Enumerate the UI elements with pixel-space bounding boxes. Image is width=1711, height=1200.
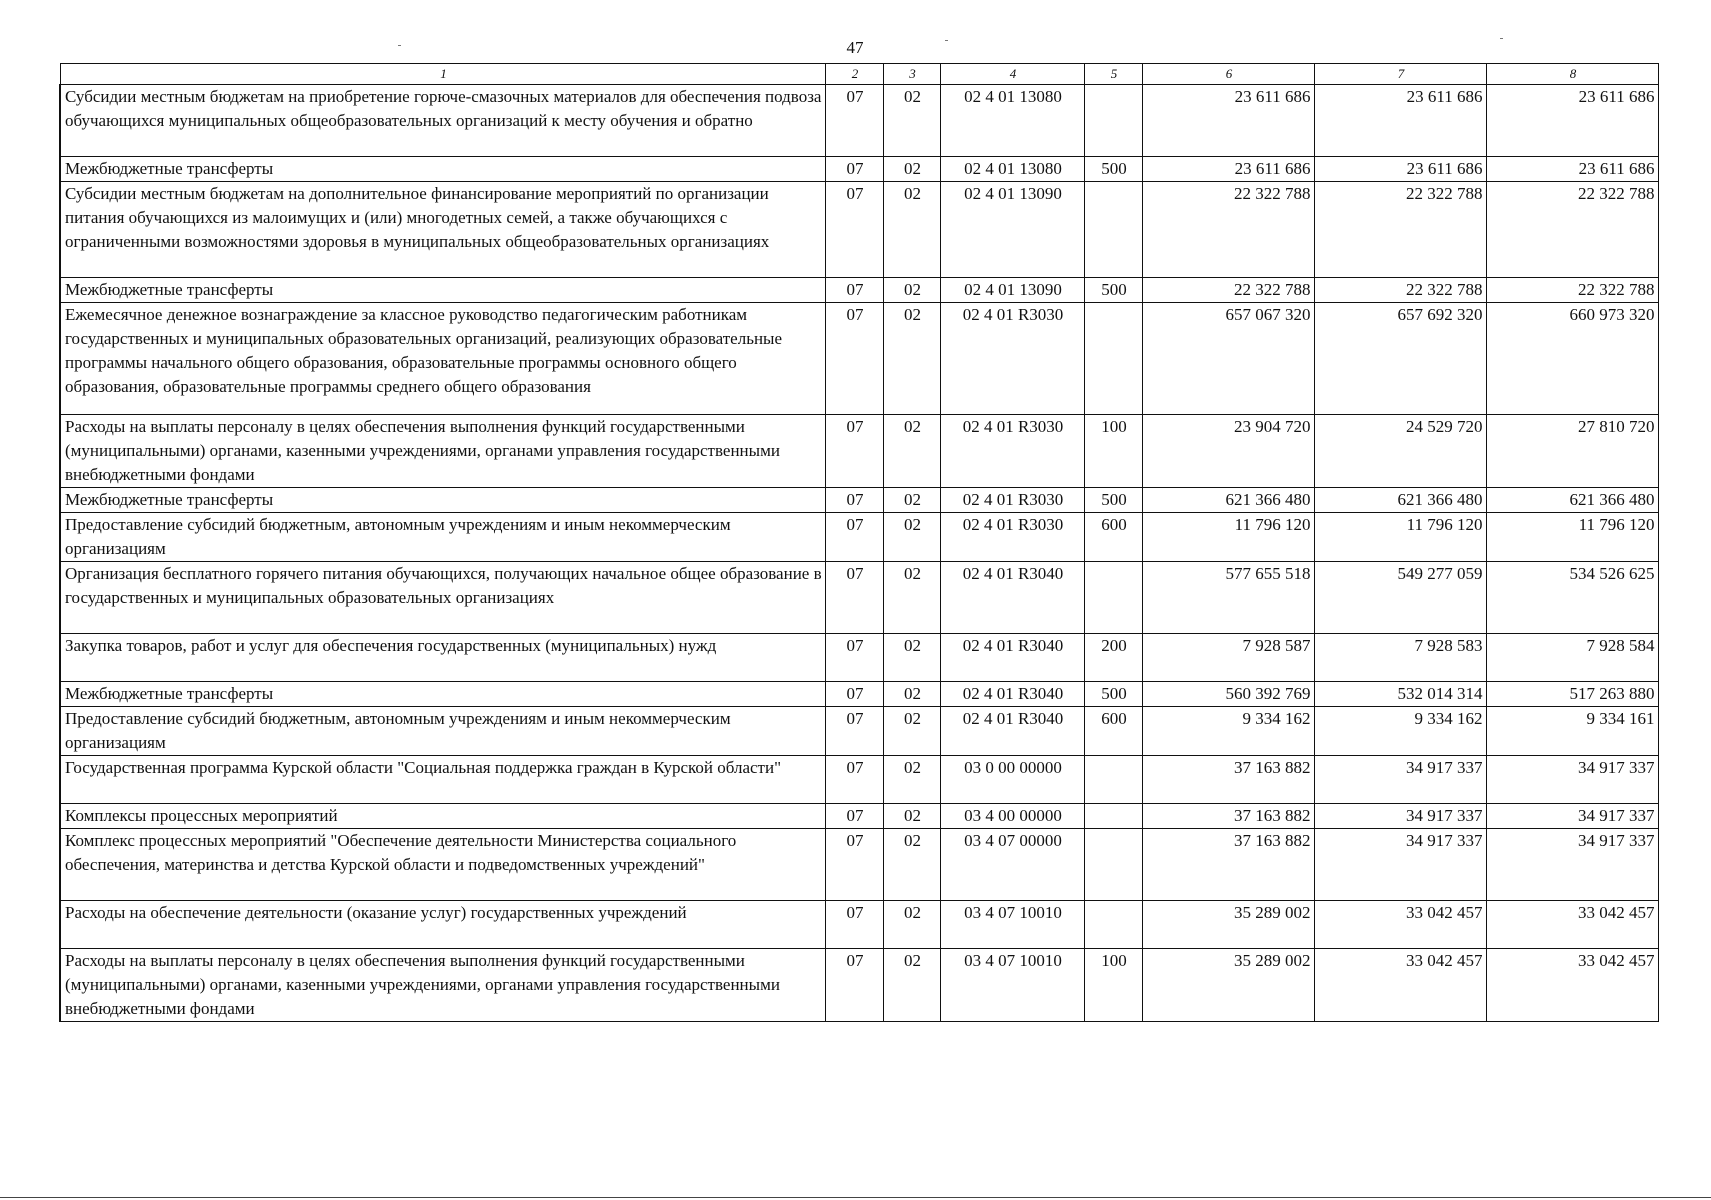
year3-amount-cell: 9 334 161 (1486, 707, 1658, 756)
section-code-cell: 07 (825, 182, 883, 278)
expense-type-cell (1084, 756, 1142, 804)
budget-table (59, 63, 1659, 1022)
item-name-cell: Субсидии местным бюджетам на приобретение горюче-смазочных материалов для обеспечения подвоза обучающихся муниципальных общеобразовательных организаций к месту обучения и обратно (60, 85, 825, 157)
subsection-code-cell: 02 (883, 278, 940, 303)
target-article-cell: 02 4 01 R3040 (940, 682, 1084, 707)
year1-amount-cell: 22 322 788 (1142, 278, 1314, 303)
expense-type-cell: 200 (1084, 634, 1142, 682)
table-row (60, 682, 1658, 707)
year2-amount-cell: 11 796 120 (1314, 513, 1486, 562)
table-row (60, 707, 1658, 756)
year3-amount-cell: 34 917 337 (1486, 756, 1658, 804)
year3-amount-cell: 22 322 788 (1486, 278, 1658, 303)
column-header: 1 (60, 64, 825, 85)
year1-amount-cell: 577 655 518 (1142, 562, 1314, 634)
expense-type-cell: 500 (1084, 157, 1142, 182)
subsection-code-cell: 02 (883, 949, 940, 1022)
subsection-code-cell: 02 (883, 182, 940, 278)
table-row (60, 513, 1658, 562)
item-name-cell: Ежемесячное денежное вознаграждение за классное руководство педагогическим работникам государственных и муниципальных образовательных организаций, реализующих образовательные программы начального общего образования, образовательные программы основного общего образования, образовательные программы среднего общего образования (60, 303, 825, 415)
target-article-cell: 02 4 01 13090 (940, 278, 1084, 303)
subsection-code-cell: 02 (883, 303, 940, 415)
subsection-code-cell: 02 (883, 829, 940, 901)
section-code-cell: 07 (825, 488, 883, 513)
scan-speck (945, 40, 948, 41)
item-name-cell: Организация бесплатного горячего питания обучающихся, получающих начальное общее образование в государственных и муниципальных образовательных организациях (60, 562, 825, 634)
expense-type-cell (1084, 804, 1142, 829)
expense-type-cell: 500 (1084, 682, 1142, 707)
year2-amount-cell: 532 014 314 (1314, 682, 1486, 707)
year3-amount-cell: 534 526 625 (1486, 562, 1658, 634)
year3-amount-cell: 11 796 120 (1486, 513, 1658, 562)
year3-amount-cell: 33 042 457 (1486, 901, 1658, 949)
section-code-cell: 07 (825, 829, 883, 901)
target-article-cell: 02 4 01 13080 (940, 157, 1084, 182)
subsection-code-cell: 02 (883, 634, 940, 682)
section-code-cell: 07 (825, 303, 883, 415)
item-name-cell: Комплекс процессных мероприятий "Обеспечение деятельности Министерства социального обеспечения, материнства и детства Курской области и подведомственных учреждений" (60, 829, 825, 901)
section-code-cell: 07 (825, 682, 883, 707)
item-name-cell: Межбюджетные трансферты (60, 488, 825, 513)
table-row (60, 182, 1658, 278)
subsection-code-cell: 02 (883, 682, 940, 707)
year1-amount-cell: 37 163 882 (1142, 829, 1314, 901)
column-header: 4 (940, 64, 1084, 85)
item-name-cell: Межбюджетные трансферты (60, 278, 825, 303)
year1-amount-cell: 22 322 788 (1142, 182, 1314, 278)
table-row (60, 85, 1658, 157)
target-article-cell: 03 4 07 00000 (940, 829, 1084, 901)
year2-amount-cell: 22 322 788 (1314, 182, 1486, 278)
table-row (60, 829, 1658, 901)
year2-amount-cell: 23 611 686 (1314, 157, 1486, 182)
year1-amount-cell: 35 289 002 (1142, 949, 1314, 1022)
section-code-cell: 07 (825, 157, 883, 182)
target-article-cell: 03 4 07 10010 (940, 949, 1084, 1022)
year1-amount-cell: 23 611 686 (1142, 157, 1314, 182)
item-name-cell: Государственная программа Курской области "Социальная поддержка граждан в Курской области" (60, 756, 825, 804)
year3-amount-cell: 7 928 584 (1486, 634, 1658, 682)
target-article-cell: 02 4 01 R3030 (940, 415, 1084, 488)
year2-amount-cell: 621 366 480 (1314, 488, 1486, 513)
year3-amount-cell: 660 973 320 (1486, 303, 1658, 415)
column-header: 2 (825, 64, 883, 85)
table-body (60, 64, 1658, 1022)
scan-edge-line (0, 1197, 1711, 1198)
column-header: 8 (1486, 64, 1658, 85)
table-row (60, 415, 1658, 488)
target-article-cell: 02 4 01 R3030 (940, 303, 1084, 415)
table-row (60, 303, 1658, 415)
section-code-cell: 07 (825, 804, 883, 829)
target-article-cell: 03 4 00 00000 (940, 804, 1084, 829)
year2-amount-cell: 7 928 583 (1314, 634, 1486, 682)
subsection-code-cell: 02 (883, 707, 940, 756)
target-article-cell: 02 4 01 13090 (940, 182, 1084, 278)
scan-speck (1500, 38, 1503, 39)
year3-amount-cell: 33 042 457 (1486, 949, 1658, 1022)
year1-amount-cell: 23 904 720 (1142, 415, 1314, 488)
item-name-cell: Закупка товаров, работ и услуг для обеспечения государственных (муниципальных) нужд (60, 634, 825, 682)
subsection-code-cell: 02 (883, 513, 940, 562)
expense-type-cell (1084, 182, 1142, 278)
section-code-cell: 07 (825, 707, 883, 756)
year2-amount-cell: 24 529 720 (1314, 415, 1486, 488)
column-header: 7 (1314, 64, 1486, 85)
subsection-code-cell: 02 (883, 804, 940, 829)
column-header: 3 (883, 64, 940, 85)
subsection-code-cell: 02 (883, 415, 940, 488)
expense-type-cell (1084, 829, 1142, 901)
year2-amount-cell: 549 277 059 (1314, 562, 1486, 634)
year3-amount-cell: 23 611 686 (1486, 85, 1658, 157)
item-name-cell: Предоставление субсидий бюджетным, автономным учреждениям и иным некоммерческим организациям (60, 513, 825, 562)
year1-amount-cell: 560 392 769 (1142, 682, 1314, 707)
target-article-cell: 03 0 00 00000 (940, 756, 1084, 804)
target-article-cell: 02 4 01 R3040 (940, 634, 1084, 682)
year3-amount-cell: 34 917 337 (1486, 804, 1658, 829)
subsection-code-cell: 02 (883, 901, 940, 949)
item-name-cell: Межбюджетные трансферты (60, 682, 825, 707)
table-row (60, 804, 1658, 829)
item-name-cell: Расходы на выплаты персоналу в целях обеспечения выполнения функций государственными (муниципальными) органами, казенными учреждениями, органами управления государственными внебюджетными фондами (60, 949, 825, 1022)
year3-amount-cell: 517 263 880 (1486, 682, 1658, 707)
year2-amount-cell: 23 611 686 (1314, 85, 1486, 157)
subsection-code-cell: 02 (883, 85, 940, 157)
expense-type-cell: 600 (1084, 707, 1142, 756)
section-code-cell: 07 (825, 513, 883, 562)
table-row (60, 901, 1658, 949)
expense-type-cell (1084, 901, 1142, 949)
year1-amount-cell: 9 334 162 (1142, 707, 1314, 756)
year2-amount-cell: 34 917 337 (1314, 756, 1486, 804)
year1-amount-cell: 23 611 686 (1142, 85, 1314, 157)
year1-amount-cell: 37 163 882 (1142, 804, 1314, 829)
table-header-row (60, 64, 1658, 85)
year2-amount-cell: 9 334 162 (1314, 707, 1486, 756)
expense-type-cell: 100 (1084, 415, 1142, 488)
target-article-cell: 03 4 07 10010 (940, 901, 1084, 949)
year2-amount-cell: 33 042 457 (1314, 901, 1486, 949)
year3-amount-cell: 23 611 686 (1486, 157, 1658, 182)
year2-amount-cell: 657 692 320 (1314, 303, 1486, 415)
table-row (60, 562, 1658, 634)
table-row (60, 756, 1658, 804)
item-name-cell: Предоставление субсидий бюджетным, автономным учреждениям и иным некоммерческим организациям (60, 707, 825, 756)
year3-amount-cell: 22 322 788 (1486, 182, 1658, 278)
column-header: 6 (1142, 64, 1314, 85)
year3-amount-cell: 621 366 480 (1486, 488, 1658, 513)
year2-amount-cell: 34 917 337 (1314, 804, 1486, 829)
item-name-cell: Субсидии местным бюджетам на дополнительное финансирование мероприятий по организации питания обучающихся из малоимущих и (или) многодетных семей, а также обучающихся с ограниченными возможностями здоровья в муниципальных общеобразовательных организациях (60, 182, 825, 278)
table-row (60, 634, 1658, 682)
year1-amount-cell: 7 928 587 (1142, 634, 1314, 682)
page-number: 47 (846, 38, 864, 57)
year1-amount-cell: 621 366 480 (1142, 488, 1314, 513)
section-code-cell: 07 (825, 949, 883, 1022)
target-article-cell: 02 4 01 R3040 (940, 707, 1084, 756)
subsection-code-cell: 02 (883, 562, 940, 634)
item-name-cell: Межбюджетные трансферты (60, 157, 825, 182)
table-row (60, 157, 1658, 182)
subsection-code-cell: 02 (883, 488, 940, 513)
target-article-cell: 02 4 01 R3040 (940, 562, 1084, 634)
section-code-cell: 07 (825, 756, 883, 804)
table-row (60, 949, 1658, 1022)
target-article-cell: 02 4 01 13080 (940, 85, 1084, 157)
expense-type-cell: 100 (1084, 949, 1142, 1022)
subsection-code-cell: 02 (883, 157, 940, 182)
table-row (60, 278, 1658, 303)
year2-amount-cell: 22 322 788 (1314, 278, 1486, 303)
year1-amount-cell: 37 163 882 (1142, 756, 1314, 804)
expense-type-cell (1084, 303, 1142, 415)
section-code-cell: 07 (825, 634, 883, 682)
scan-speck (398, 45, 401, 46)
year2-amount-cell: 34 917 337 (1314, 829, 1486, 901)
target-article-cell: 02 4 01 R3030 (940, 488, 1084, 513)
year1-amount-cell: 657 067 320 (1142, 303, 1314, 415)
table-row (60, 488, 1658, 513)
expense-type-cell: 500 (1084, 278, 1142, 303)
year3-amount-cell: 27 810 720 (1486, 415, 1658, 488)
item-name-cell: Расходы на выплаты персоналу в целях обеспечения выполнения функций государственными (муниципальными) органами, казенными учреждениями, органами управления государственными внебюджетными фондами (60, 415, 825, 488)
subsection-code-cell: 02 (883, 756, 940, 804)
section-code-cell: 07 (825, 85, 883, 157)
expense-type-cell (1084, 562, 1142, 634)
item-name-cell: Расходы на обеспечение деятельности (оказание услуг) государственных учреждений (60, 901, 825, 949)
target-article-cell: 02 4 01 R3030 (940, 513, 1084, 562)
section-code-cell: 07 (825, 278, 883, 303)
expense-type-cell (1084, 85, 1142, 157)
year2-amount-cell: 33 042 457 (1314, 949, 1486, 1022)
section-code-cell: 07 (825, 562, 883, 634)
year1-amount-cell: 11 796 120 (1142, 513, 1314, 562)
expense-type-cell: 500 (1084, 488, 1142, 513)
section-code-cell: 07 (825, 415, 883, 488)
item-name-cell: Комплексы процессных мероприятий (60, 804, 825, 829)
expense-type-cell: 600 (1084, 513, 1142, 562)
column-header: 5 (1084, 64, 1142, 85)
year1-amount-cell: 35 289 002 (1142, 901, 1314, 949)
section-code-cell: 07 (825, 901, 883, 949)
year3-amount-cell: 34 917 337 (1486, 829, 1658, 901)
